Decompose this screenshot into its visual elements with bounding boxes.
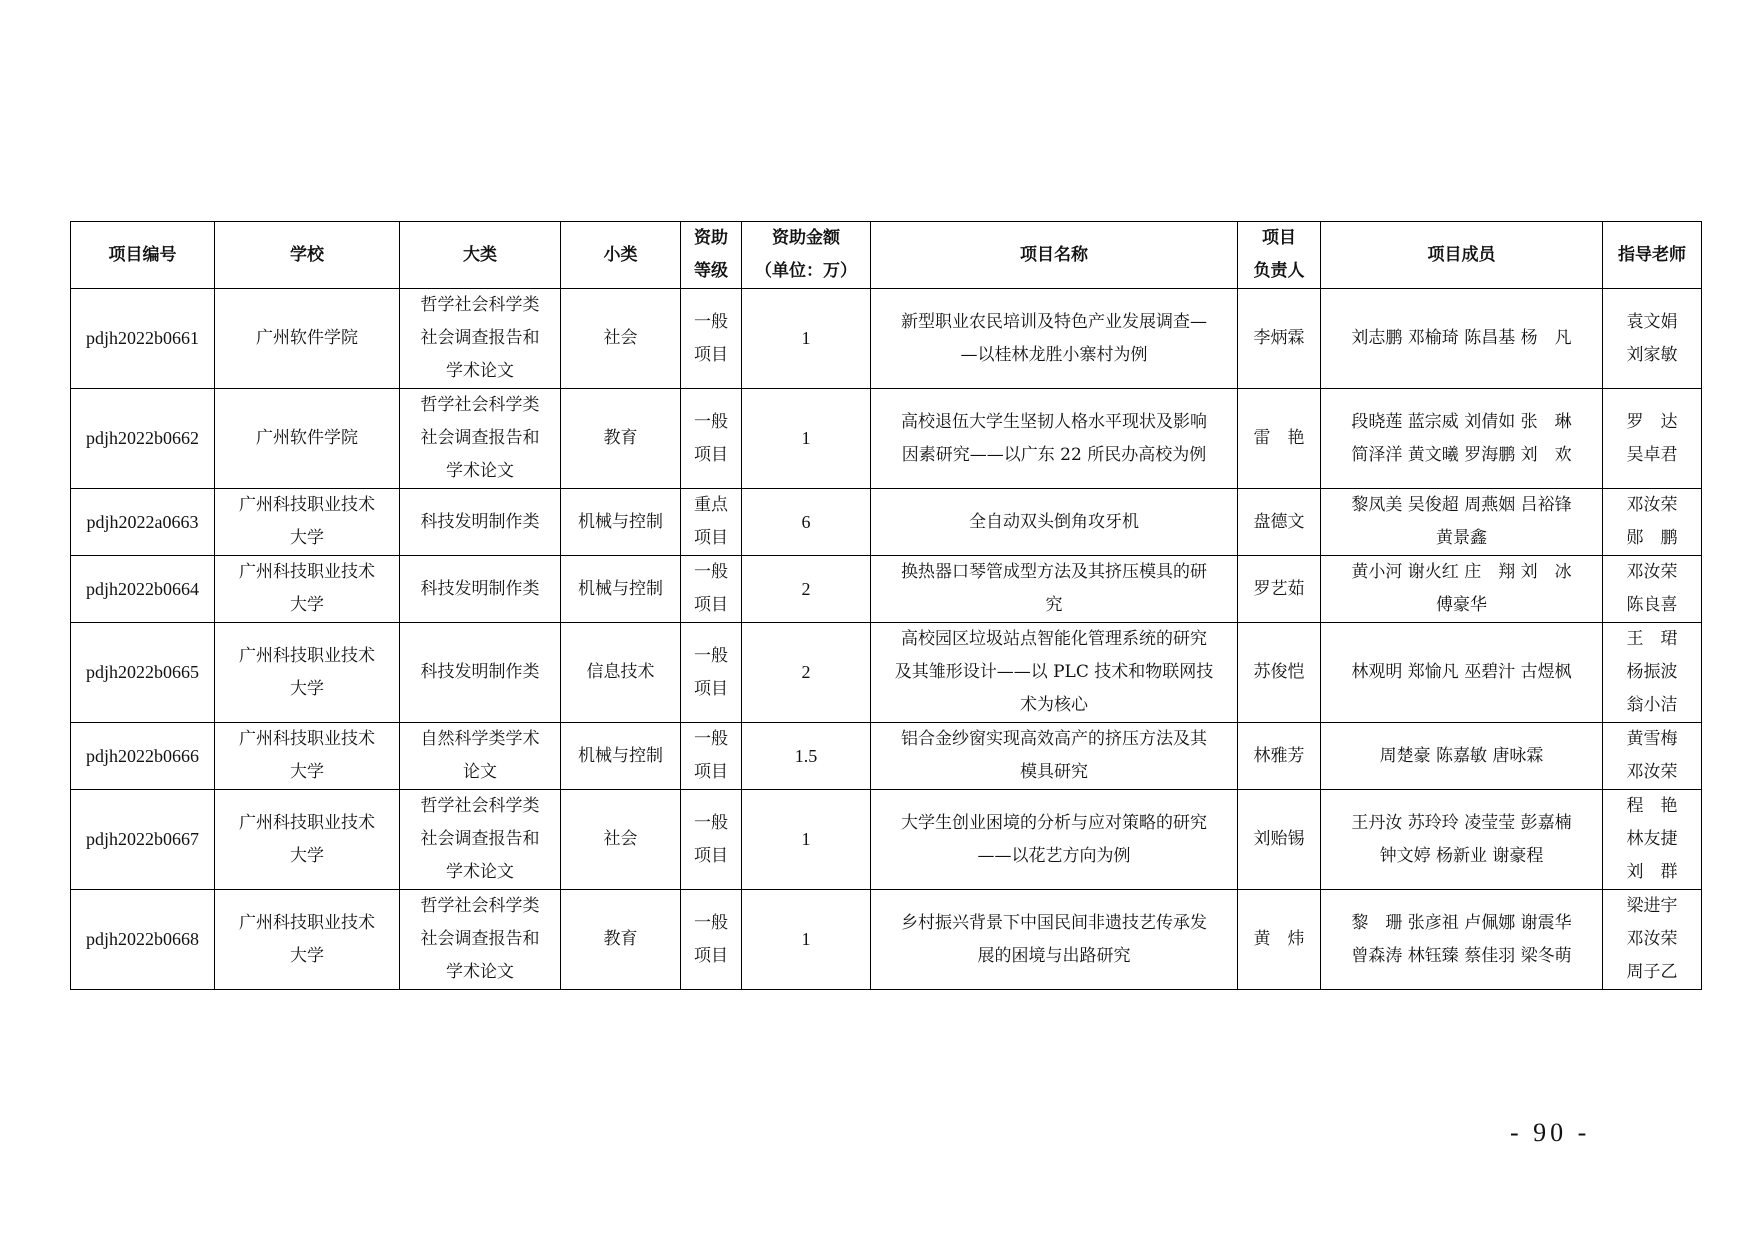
- cell-code-text: pdjh2022b0665: [85, 662, 199, 682]
- cell-code-text: pdjh2022b0666: [85, 745, 199, 766]
- cell-code: [71, 556, 215, 623]
- cell-members: [1321, 389, 1603, 489]
- cell-leader: [1238, 389, 1321, 489]
- cell-level: [681, 556, 742, 623]
- cell-amount-text: 1: [801, 929, 811, 949]
- cell-project-name: [871, 623, 1238, 723]
- cell-level-line: 项目: [694, 945, 728, 966]
- cell-category-line: 学术论文: [446, 361, 514, 381]
- cell-amount: [742, 556, 871, 623]
- cell-subcategory: [561, 489, 681, 556]
- cell-school-line: 广州科技职业技术: [239, 729, 375, 749]
- cell-level-line: 项目: [694, 528, 728, 548]
- cell-school-line: 大学: [290, 528, 324, 548]
- cell-project-name-line: 及其雏形设计——以 PLC 技术和物联网技: [894, 662, 1214, 682]
- cell-amount-text: 6: [801, 511, 811, 532]
- cell-category-line: 社会调查报告和: [420, 929, 540, 949]
- cell-level-line: 项目: [694, 444, 728, 465]
- cell-subcategory: [561, 623, 681, 723]
- cell-school-line: 广州科技职业技术: [239, 562, 375, 582]
- cell-advisors: [1603, 790, 1702, 890]
- cell-school: [215, 723, 400, 790]
- cell-level: [681, 790, 742, 890]
- cell-members: [1321, 489, 1603, 556]
- cell-school: [215, 890, 400, 990]
- cell-subcategory-text: 机械与控制: [578, 578, 663, 599]
- cell-code-text: pdjh2022b0662: [85, 428, 199, 448]
- cell-members-line: 曾森涛 林钰臻 蔡佳羽 梁冬萌: [1351, 945, 1572, 966]
- cell-category: [400, 489, 561, 556]
- cell-project-name-line: —以桂林龙胜小寨村为例: [960, 344, 1148, 365]
- cell-level-line: 项目: [694, 845, 728, 866]
- cell-code-text: pdjh2022b0667: [85, 829, 199, 849]
- cell-members-line: 刘志鹏 邓榆琦 陈昌基 杨 凡: [1351, 328, 1572, 348]
- cell-level-line: 项目: [694, 678, 728, 699]
- cell-members-line: 段晓莲 蓝宗威 刘倩如 张 琳: [1351, 411, 1572, 432]
- header-advisors: 指导老师: [1603, 222, 1702, 289]
- cell-school-line: 大学: [290, 845, 324, 866]
- cell-members-line: 周楚豪 陈嘉敏 唐咏霖: [1379, 745, 1544, 766]
- cell-subcategory-text: 机械与控制: [578, 511, 663, 532]
- cell-amount: [742, 790, 871, 890]
- cell-category: [400, 723, 561, 790]
- cell-advisors-line: 刘 群: [1626, 862, 1678, 882]
- cell-amount: [742, 289, 871, 389]
- cell-subcategory-text: 教育: [603, 428, 638, 448]
- cell-project-name-line: 乡村振兴背景下中国民间非遗技艺传承发: [901, 912, 1207, 933]
- cell-school: [215, 556, 400, 623]
- page-number: - 90 -: [1510, 1118, 1591, 1147]
- header-leader: 项目 负责人: [1238, 222, 1321, 289]
- cell-advisors-line: 郧 鹏: [1626, 528, 1678, 548]
- cell-project-name-line: 全自动双头倒角攻牙机: [969, 511, 1139, 532]
- cell-school: [215, 389, 400, 489]
- cell-school: [215, 289, 400, 389]
- cell-advisors-line: 陈良喜: [1626, 595, 1678, 615]
- cell-project-name: [871, 289, 1238, 389]
- cell-level-line: 一般: [694, 562, 728, 582]
- cell-leader: [1238, 556, 1321, 623]
- cell-code-text: pdjh2022b0668: [85, 929, 199, 949]
- cell-category-line: 哲学社会科学类: [420, 796, 540, 816]
- cell-leader: [1238, 890, 1321, 990]
- cell-project-name: [871, 556, 1238, 623]
- cell-school-line: 广州科技职业技术: [239, 495, 375, 515]
- cell-school: [215, 623, 400, 723]
- cell-amount: [742, 389, 871, 489]
- cell-category: [400, 790, 561, 890]
- cell-amount-text: 2: [801, 578, 811, 599]
- cell-project-name-line: 换热器口琴管成型方法及其挤压模具的研: [901, 562, 1207, 582]
- cell-project-name: [871, 723, 1238, 790]
- cell-subcategory: [561, 790, 681, 890]
- cell-code: [71, 489, 215, 556]
- cell-code-text: pdjh2022b0661: [85, 328, 199, 348]
- cell-level: [681, 623, 742, 723]
- cell-school-line: 广州软件学院: [256, 328, 358, 348]
- cell-leader: [1238, 489, 1321, 556]
- cell-members: [1321, 289, 1603, 389]
- cell-advisors-line: 邓汝荣: [1626, 562, 1678, 582]
- cell-advisors-line: 程 艳: [1626, 796, 1678, 816]
- cell-category-line: 论文: [463, 762, 497, 782]
- cell-amount: [742, 623, 871, 723]
- cell-project-name: [871, 389, 1238, 489]
- cell-category-line: 自然科学类学术: [420, 729, 540, 749]
- cell-advisors-line: 林友捷: [1626, 829, 1678, 849]
- cell-category-line: 社会调查报告和: [420, 829, 540, 849]
- cell-leader-text: 苏俊恺: [1253, 662, 1305, 682]
- cell-category: [400, 890, 561, 990]
- cell-advisors-line: 周子乙: [1626, 962, 1678, 982]
- cell-amount: [742, 723, 871, 790]
- cell-level-line: 一般: [694, 645, 728, 666]
- cell-level-line: 一般: [694, 812, 728, 833]
- cell-project-name-line: 因素研究——以广东 22 所民办高校为例: [901, 444, 1207, 465]
- cell-amount-text: 1: [801, 829, 811, 849]
- table-row: [71, 623, 1702, 723]
- cell-advisors-line: 黄雪梅: [1626, 729, 1678, 749]
- cell-school-line: 广州科技职业技术: [239, 645, 375, 666]
- cell-members-line: 黄小河 谢火红 庄 翔 刘 冰: [1351, 562, 1572, 582]
- cell-members: [1321, 723, 1603, 790]
- cell-school-line: 广州科技职业技术: [239, 912, 375, 933]
- header-amount: 资助金额 （单位：万）: [742, 222, 871, 289]
- cell-project-name-line: 模具研究: [1020, 762, 1088, 782]
- cell-leader: [1238, 623, 1321, 723]
- cell-advisors-line: 梁进宇: [1626, 896, 1678, 916]
- cell-advisors: [1603, 289, 1702, 389]
- cell-category: [400, 556, 561, 623]
- cell-members-line: 钟文婷 杨新业 谢豪程: [1379, 845, 1544, 866]
- cell-project-name-line: 究: [1045, 595, 1063, 615]
- table-row: [71, 389, 1702, 489]
- header-row: [71, 222, 1702, 289]
- cell-leader-text: 李炳霖: [1253, 328, 1305, 348]
- table-row: [71, 723, 1702, 790]
- cell-category-line: 科技发明制作类: [420, 662, 540, 682]
- cell-school-line: 大学: [290, 678, 324, 699]
- cell-amount: [742, 890, 871, 990]
- cell-code: [71, 723, 215, 790]
- cell-level-line: 项目: [694, 344, 728, 365]
- cell-subcategory: [561, 723, 681, 790]
- cell-level: [681, 389, 742, 489]
- project-table: [70, 221, 1702, 990]
- cell-level-line: 一般: [694, 311, 728, 332]
- cell-advisors-line: 翁小洁: [1626, 695, 1678, 715]
- cell-members-line: 黄景鑫: [1436, 528, 1487, 548]
- header-category: 大类: [400, 222, 561, 289]
- header-code: 项目编号: [71, 222, 215, 289]
- cell-amount-text: 1.5: [794, 745, 818, 766]
- cell-advisors-line: 杨振波: [1626, 662, 1678, 682]
- cell-leader-text: 盘德文: [1253, 511, 1305, 532]
- cell-project-name: [871, 489, 1238, 556]
- cell-category-line: 社会调查报告和: [420, 328, 540, 348]
- cell-subcategory: [561, 289, 681, 389]
- cell-school-line: 大学: [290, 945, 324, 966]
- cell-leader-text: 雷 艳: [1253, 428, 1305, 448]
- cell-school: [215, 790, 400, 890]
- cell-leader: [1238, 790, 1321, 890]
- cell-members-line: 黎凤美 吴俊超 周燕姻 吕裕锋: [1351, 495, 1572, 515]
- table-row: [71, 556, 1702, 623]
- cell-category-line: 哲学社会科学类: [420, 395, 540, 415]
- cell-advisors-line: 罗 达: [1626, 411, 1678, 432]
- table-row: [71, 489, 1702, 556]
- cell-project-name: [871, 890, 1238, 990]
- cell-advisors-line: 王 珺: [1626, 629, 1678, 649]
- cell-subcategory-text: 社会: [603, 328, 638, 348]
- cell-category-line: 社会调查报告和: [420, 428, 540, 448]
- cell-project-name-line: 高校园区垃圾站点智能化管理系统的研究: [901, 629, 1207, 649]
- cell-subcategory: [561, 890, 681, 990]
- cell-advisors-line: 邓汝荣: [1626, 495, 1678, 515]
- cell-subcategory-text: 信息技术: [586, 662, 655, 682]
- cell-members: [1321, 556, 1603, 623]
- table-row: [71, 790, 1702, 890]
- cell-level-line: 项目: [694, 762, 728, 782]
- cell-advisors-line: 吴卓君: [1626, 444, 1678, 465]
- cell-category: [400, 289, 561, 389]
- cell-advisors: [1603, 389, 1702, 489]
- cell-project-name-line: 大学生创业困境的分析与应对策略的研究: [901, 812, 1207, 833]
- cell-code: [71, 389, 215, 489]
- cell-school: [215, 489, 400, 556]
- header-members: 项目成员: [1321, 222, 1603, 289]
- cell-category: [400, 623, 561, 723]
- cell-project-name-line: 术为核心: [1020, 695, 1088, 715]
- cell-category-line: 学术论文: [446, 461, 514, 481]
- cell-advisors: [1603, 723, 1702, 790]
- cell-amount: [742, 489, 871, 556]
- cell-members-line: 简泽洋 黄文曦 罗海鹏 刘 欢: [1351, 444, 1572, 465]
- cell-members: [1321, 790, 1603, 890]
- cell-members-line: 林观明 郑愉凡 巫碧汁 古煜枫: [1351, 662, 1572, 682]
- cell-leader-text: 黄 炜: [1253, 929, 1305, 949]
- cell-project-name-line: 展的困境与出路研究: [977, 945, 1131, 966]
- cell-members: [1321, 623, 1603, 723]
- cell-subcategory: [561, 389, 681, 489]
- cell-code-text: pdjh2022a0663: [86, 511, 199, 532]
- cell-code-text: pdjh2022b0664: [85, 578, 199, 599]
- cell-advisors-line: 邓汝荣: [1626, 762, 1678, 782]
- cell-subcategory-text: 社会: [603, 829, 638, 849]
- cell-category: [400, 389, 561, 489]
- header-school: 学校: [215, 222, 400, 289]
- cell-advisors: [1603, 623, 1702, 723]
- cell-subcategory-text: 教育: [603, 929, 638, 949]
- cell-level: [681, 289, 742, 389]
- cell-school-line: 广州软件学院: [256, 428, 358, 448]
- cell-level-line: 一般: [694, 729, 728, 749]
- cell-project-name-line: 铝合金纱窗实现高效高产的挤压方法及其: [901, 729, 1207, 749]
- cell-project-name-line: 高校退伍大学生坚韧人格水平现状及影响: [901, 411, 1207, 432]
- cell-advisors-line: 刘家敏: [1626, 344, 1678, 365]
- cell-school-line: 大学: [290, 762, 324, 782]
- cell-members-line: 傅豪华: [1436, 595, 1487, 615]
- cell-level-line: 一般: [694, 411, 728, 432]
- table-row: [71, 289, 1702, 389]
- cell-code: [71, 289, 215, 389]
- cell-leader-text: 罗艺茹: [1253, 578, 1305, 599]
- cell-level-line: 项目: [694, 595, 728, 615]
- table-body: [71, 289, 1702, 990]
- cell-level: [681, 489, 742, 556]
- cell-members-line: 黎 珊 张彦祖 卢佩娜 谢震华: [1351, 912, 1572, 933]
- cell-level-line: 一般: [694, 912, 728, 933]
- cell-level: [681, 890, 742, 990]
- cell-category-line: 哲学社会科学类: [420, 896, 540, 916]
- cell-school-line: 广州科技职业技术: [239, 812, 375, 833]
- cell-amount-text: 2: [801, 662, 811, 682]
- header-level: 资助 等级: [681, 222, 742, 289]
- cell-project-name-line: 新型职业农民培训及特色产业发展调查—: [901, 311, 1207, 332]
- cell-members: [1321, 890, 1603, 990]
- cell-code: [71, 623, 215, 723]
- table-row: [71, 890, 1702, 990]
- header-subcategory: 小类: [561, 222, 681, 289]
- cell-leader-text: 刘贻锡: [1253, 829, 1305, 849]
- cell-category-line: 科技发明制作类: [420, 511, 540, 532]
- cell-level-line: 重点: [694, 495, 728, 515]
- cell-project-name: [871, 790, 1238, 890]
- cell-subcategory: [561, 556, 681, 623]
- cell-advisors: [1603, 489, 1702, 556]
- cell-category-line: 科技发明制作类: [420, 578, 540, 599]
- cell-code: [71, 790, 215, 890]
- cell-category-line: 学术论文: [446, 962, 514, 982]
- cell-amount-text: 1: [801, 428, 811, 448]
- cell-advisors-line: 邓汝荣: [1626, 929, 1678, 949]
- cell-level: [681, 723, 742, 790]
- cell-amount-text: 1: [801, 328, 811, 348]
- cell-advisors: [1603, 556, 1702, 623]
- cell-advisors: [1603, 890, 1702, 990]
- cell-subcategory-text: 机械与控制: [578, 745, 663, 766]
- cell-category-line: 学术论文: [446, 862, 514, 882]
- cell-category-line: 哲学社会科学类: [420, 295, 540, 315]
- cell-leader: [1238, 289, 1321, 389]
- cell-school-line: 大学: [290, 595, 324, 615]
- cell-code: [71, 890, 215, 990]
- cell-leader-text: 林雅芳: [1253, 745, 1305, 766]
- cell-advisors-line: 袁文娟: [1626, 311, 1678, 332]
- cell-project-name-line: ——以花艺方向为例: [977, 845, 1131, 866]
- cell-members-line: 王丹汝 苏玲玲 凌莹莹 彭嘉楠: [1351, 812, 1572, 833]
- header-name: 项目名称: [871, 222, 1238, 289]
- cell-leader: [1238, 723, 1321, 790]
